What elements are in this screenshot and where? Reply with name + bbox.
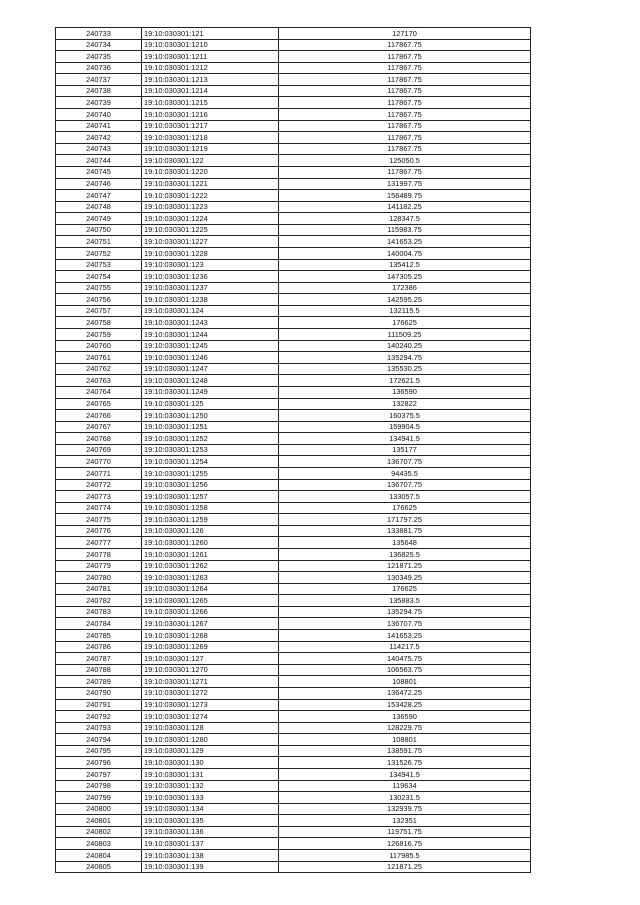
table-row — [56, 178, 531, 190]
table-row — [56, 664, 531, 676]
table-row — [56, 537, 531, 549]
table-row — [56, 340, 531, 352]
table-row — [56, 259, 531, 271]
table-row — [56, 410, 531, 422]
row-number-cell: 240769 — [56, 444, 142, 456]
row-number-cell: 240790 — [56, 687, 142, 699]
row-number-cell: 240739 — [56, 97, 142, 109]
table-row — [56, 282, 531, 294]
value-cell: 176625 — [279, 583, 531, 595]
cadastral-number-cell: 19:10:030301:1263 — [142, 572, 279, 584]
cadastral-number-cell: 19:10:030301:1249 — [142, 386, 279, 398]
table-row — [56, 687, 531, 699]
cadastral-number-cell: 19:10:030301:1228 — [142, 247, 279, 259]
cadastral-number-cell: 19:10:030301:1273 — [142, 699, 279, 711]
table-row — [56, 190, 531, 202]
table-row — [56, 120, 531, 132]
table-row — [56, 745, 531, 757]
row-number-cell: 240734 — [56, 39, 142, 51]
row-number-cell: 240779 — [56, 560, 142, 572]
value-cell: 117985.5 — [279, 850, 531, 862]
cadastral-number-cell: 19:10:030301:127 — [142, 653, 279, 665]
value-cell: 140475.75 — [279, 653, 531, 665]
value-cell: 117867.75 — [279, 109, 531, 121]
table-row — [56, 699, 531, 711]
table-row — [56, 85, 531, 97]
cadastral-number-cell: 19:10:030301:1271 — [142, 676, 279, 688]
table-row — [56, 838, 531, 850]
row-number-cell: 240787 — [56, 653, 142, 665]
cadastral-number-cell: 19:10:030301:1262 — [142, 560, 279, 572]
table-row — [56, 166, 531, 178]
cadastral-number-cell: 19:10:030301:1253 — [142, 444, 279, 456]
cadastral-number-cell: 19:10:030301:129 — [142, 745, 279, 757]
cadastral-number-cell: 19:10:030301:1210 — [142, 39, 279, 51]
value-cell: 114217.5 — [279, 641, 531, 653]
cadastral-number-cell: 19:10:030301:1213 — [142, 74, 279, 86]
cadastral-number-cell: 19:10:030301:1218 — [142, 132, 279, 144]
row-number-cell: 240789 — [56, 676, 142, 688]
table-row — [56, 653, 531, 665]
value-cell: 121871.25 — [279, 861, 531, 873]
table-row — [56, 352, 531, 364]
row-number-cell: 240800 — [56, 803, 142, 815]
table-row — [56, 560, 531, 572]
cadastral-number-cell: 19:10:030301:1236 — [142, 271, 279, 283]
cadastral-number-cell: 19:10:030301:1219 — [142, 143, 279, 155]
row-number-cell: 240755 — [56, 282, 142, 294]
value-cell: 128229.75 — [279, 722, 531, 734]
table-row — [56, 815, 531, 827]
cadastral-number-cell: 19:10:030301:1221 — [142, 178, 279, 190]
cadastral-number-cell: 19:10:030301:130 — [142, 757, 279, 769]
value-cell: 142595.25 — [279, 294, 531, 306]
row-number-cell: 240746 — [56, 178, 142, 190]
value-cell: 136707.75 — [279, 618, 531, 630]
row-number-cell: 240761 — [56, 352, 142, 364]
row-number-cell: 240765 — [56, 398, 142, 410]
cadastral-number-cell: 19:10:030301:1260 — [142, 537, 279, 549]
row-number-cell: 240781 — [56, 583, 142, 595]
cadastral-number-cell: 19:10:030301:1247 — [142, 363, 279, 375]
value-cell: 135294.75 — [279, 606, 531, 618]
value-cell: 117867.75 — [279, 51, 531, 63]
cadastral-number-cell: 19:10:030301:1268 — [142, 630, 279, 642]
row-number-cell: 240764 — [56, 386, 142, 398]
row-number-cell: 240805 — [56, 861, 142, 873]
table-row — [56, 247, 531, 259]
table-row — [56, 711, 531, 723]
row-number-cell: 240751 — [56, 236, 142, 248]
row-number-cell: 240788 — [56, 664, 142, 676]
row-number-cell: 240797 — [56, 769, 142, 781]
cadastral-number-cell: 19:10:030301:1214 — [142, 85, 279, 97]
value-cell: 130231.5 — [279, 792, 531, 804]
row-number-cell: 240733 — [56, 28, 142, 40]
value-cell: 136590 — [279, 711, 531, 723]
row-number-cell: 240753 — [56, 259, 142, 271]
table-row — [56, 132, 531, 144]
table-row — [56, 201, 531, 213]
table-row — [56, 224, 531, 236]
cadastral-number-cell: 19:10:030301:1256 — [142, 479, 279, 491]
table-row — [56, 803, 531, 815]
value-cell: 128347.5 — [279, 213, 531, 225]
row-number-cell: 240749 — [56, 213, 142, 225]
row-number-cell: 240742 — [56, 132, 142, 144]
cadastral-number-cell: 19:10:030301:132 — [142, 780, 279, 792]
row-number-cell: 240785 — [56, 630, 142, 642]
table-row — [56, 433, 531, 445]
table-row — [56, 329, 531, 341]
value-cell: 136825.5 — [279, 549, 531, 561]
cadastral-number-cell: 19:10:030301:1227 — [142, 236, 279, 248]
row-number-cell: 240759 — [56, 329, 142, 341]
row-number-cell: 240804 — [56, 850, 142, 862]
table-row — [56, 850, 531, 862]
cadastral-number-cell: 19:10:030301:135 — [142, 815, 279, 827]
table-row — [56, 363, 531, 375]
cadastral-number-cell: 19:10:030301:1274 — [142, 711, 279, 723]
table-row — [56, 375, 531, 387]
value-cell: 130349.25 — [279, 572, 531, 584]
cadastral-number-cell: 19:10:030301:1258 — [142, 502, 279, 514]
cadastral-number-cell: 19:10:030301:1266 — [142, 606, 279, 618]
table-row — [56, 769, 531, 781]
cadastral-number-cell: 19:10:030301:1251 — [142, 421, 279, 433]
cadastral-number-cell: 19:10:030301:1243 — [142, 317, 279, 329]
value-cell: 132351 — [279, 815, 531, 827]
row-number-cell: 240745 — [56, 166, 142, 178]
row-number-cell: 240793 — [56, 722, 142, 734]
cadastral-number-cell: 19:10:030301:121 — [142, 28, 279, 40]
value-cell: 121871.25 — [279, 560, 531, 572]
row-number-cell: 240744 — [56, 155, 142, 167]
table-row — [56, 525, 531, 537]
cadastral-number-cell: 19:10:030301:1246 — [142, 352, 279, 364]
row-number-cell: 240776 — [56, 525, 142, 537]
row-number-cell: 240760 — [56, 340, 142, 352]
value-cell: 136707.75 — [279, 456, 531, 468]
table-row — [56, 444, 531, 456]
row-number-cell: 240750 — [56, 224, 142, 236]
row-number-cell: 240737 — [56, 74, 142, 86]
row-number-cell: 240782 — [56, 595, 142, 607]
cadastral-value-table — [55, 27, 531, 873]
row-number-cell: 240777 — [56, 537, 142, 549]
table-row — [56, 155, 531, 167]
table-row — [56, 514, 531, 526]
table-row — [56, 583, 531, 595]
table-row — [56, 62, 531, 74]
value-cell: 132822 — [279, 398, 531, 410]
row-number-cell: 240770 — [56, 456, 142, 468]
table-row — [56, 595, 531, 607]
row-number-cell: 240791 — [56, 699, 142, 711]
value-cell: 172386 — [279, 282, 531, 294]
row-number-cell: 240757 — [56, 305, 142, 317]
table-row — [56, 317, 531, 329]
value-cell: 135177 — [279, 444, 531, 456]
cadastral-number-cell: 19:10:030301:1270 — [142, 664, 279, 676]
table-row — [56, 491, 531, 503]
table-row — [56, 618, 531, 630]
row-number-cell: 240736 — [56, 62, 142, 74]
value-cell: 140240.25 — [279, 340, 531, 352]
cadastral-number-cell: 19:10:030301:123 — [142, 259, 279, 271]
row-number-cell: 240748 — [56, 201, 142, 213]
cadastral-number-cell: 19:10:030301:138 — [142, 850, 279, 862]
cadastral-number-cell: 19:10:030301:1211 — [142, 51, 279, 63]
cadastral-number-cell: 19:10:030301:1269 — [142, 641, 279, 653]
value-cell: 132115.5 — [279, 305, 531, 317]
row-number-cell: 240774 — [56, 502, 142, 514]
value-cell: 108801 — [279, 676, 531, 688]
cadastral-number-cell: 19:10:030301:133 — [142, 792, 279, 804]
row-number-cell: 240735 — [56, 51, 142, 63]
cadastral-number-cell: 19:10:030301:1257 — [142, 491, 279, 503]
cadastral-number-cell: 19:10:030301:1250 — [142, 410, 279, 422]
row-number-cell: 240801 — [56, 815, 142, 827]
table-row — [56, 386, 531, 398]
row-number-cell: 240796 — [56, 757, 142, 769]
row-number-cell: 240743 — [56, 143, 142, 155]
cadastral-number-cell: 19:10:030301:1255 — [142, 467, 279, 479]
table-row — [56, 213, 531, 225]
cadastral-number-cell: 19:10:030301:1212 — [142, 62, 279, 74]
value-cell: 141653.25 — [279, 630, 531, 642]
value-cell: 135648 — [279, 537, 531, 549]
table-row — [56, 722, 531, 734]
row-number-cell: 240771 — [56, 467, 142, 479]
table-row — [56, 236, 531, 248]
row-number-cell: 240756 — [56, 294, 142, 306]
row-number-cell: 240766 — [56, 410, 142, 422]
value-cell: 135530.25 — [279, 363, 531, 375]
row-number-cell: 240794 — [56, 734, 142, 746]
cadastral-number-cell: 19:10:030301:1222 — [142, 190, 279, 202]
table-row — [56, 641, 531, 653]
table-row — [56, 271, 531, 283]
value-cell: 136472.25 — [279, 687, 531, 699]
table-row — [56, 398, 531, 410]
row-number-cell: 240798 — [56, 780, 142, 792]
cadastral-number-cell: 19:10:030301:1238 — [142, 294, 279, 306]
cadastral-number-cell: 19:10:030301:1280 — [142, 734, 279, 746]
row-number-cell: 240799 — [56, 792, 142, 804]
table-row — [56, 780, 531, 792]
value-cell: 117867.75 — [279, 85, 531, 97]
value-cell: 119634 — [279, 780, 531, 792]
value-cell: 131526.75 — [279, 757, 531, 769]
cadastral-number-cell: 19:10:030301:1252 — [142, 433, 279, 445]
value-cell: 126816.75 — [279, 838, 531, 850]
row-number-cell: 240784 — [56, 618, 142, 630]
row-number-cell: 240803 — [56, 838, 142, 850]
cadastral-number-cell: 19:10:030301:1217 — [142, 120, 279, 132]
cadastral-number-cell: 19:10:030301:1244 — [142, 329, 279, 341]
value-cell: 136590 — [279, 386, 531, 398]
value-cell: 117867.75 — [279, 120, 531, 132]
value-cell: 156489.75 — [279, 190, 531, 202]
row-number-cell: 240772 — [56, 479, 142, 491]
row-number-cell: 240740 — [56, 109, 142, 121]
table-row — [56, 826, 531, 838]
table-row — [56, 792, 531, 804]
row-number-cell: 240762 — [56, 363, 142, 375]
row-number-cell: 240747 — [56, 190, 142, 202]
value-cell: 135412.5 — [279, 259, 531, 271]
row-number-cell: 240758 — [56, 317, 142, 329]
cadastral-number-cell: 19:10:030301:1237 — [142, 282, 279, 294]
cadastral-number-cell: 19:10:030301:126 — [142, 525, 279, 537]
table-row — [56, 606, 531, 618]
value-cell: 138591.75 — [279, 745, 531, 757]
value-cell: 111509.25 — [279, 329, 531, 341]
row-number-cell: 240778 — [56, 549, 142, 561]
table-row — [56, 861, 531, 873]
cadastral-number-cell: 19:10:030301:139 — [142, 861, 279, 873]
table-row — [56, 456, 531, 468]
table-row — [56, 74, 531, 86]
row-number-cell: 240773 — [56, 491, 142, 503]
value-cell: 147305.25 — [279, 271, 531, 283]
table-body — [56, 28, 531, 873]
table-row — [56, 51, 531, 63]
row-number-cell: 240792 — [56, 711, 142, 723]
table-row — [56, 28, 531, 40]
value-cell: 117867.75 — [279, 62, 531, 74]
value-cell: 108801 — [279, 734, 531, 746]
row-number-cell: 240752 — [56, 247, 142, 259]
value-cell: 135883.5 — [279, 595, 531, 607]
table-row — [56, 549, 531, 561]
value-cell: 159904.5 — [279, 421, 531, 433]
row-number-cell: 240786 — [56, 641, 142, 653]
cadastral-number-cell: 19:10:030301:1259 — [142, 514, 279, 526]
value-cell: 119751.75 — [279, 826, 531, 838]
cadastral-number-cell: 19:10:030301:1254 — [142, 456, 279, 468]
table-row — [56, 143, 531, 155]
cadastral-number-cell: 19:10:030301:1248 — [142, 375, 279, 387]
value-cell: 132939.75 — [279, 803, 531, 815]
cadastral-number-cell: 19:10:030301:131 — [142, 769, 279, 781]
table-row — [56, 421, 531, 433]
value-cell: 133057.5 — [279, 491, 531, 503]
value-cell: 106563.75 — [279, 664, 531, 676]
cadastral-number-cell: 19:10:030301:1220 — [142, 166, 279, 178]
table-row — [56, 39, 531, 51]
value-cell: 117867.75 — [279, 166, 531, 178]
row-number-cell: 240754 — [56, 271, 142, 283]
cadastral-number-cell: 19:10:030301:1272 — [142, 687, 279, 699]
row-number-cell: 240802 — [56, 826, 142, 838]
value-cell: 134941.5 — [279, 769, 531, 781]
cadastral-number-cell: 19:10:030301:1265 — [142, 595, 279, 607]
cadastral-number-cell: 19:10:030301:1245 — [142, 340, 279, 352]
row-number-cell: 240741 — [56, 120, 142, 132]
value-cell: 141653.25 — [279, 236, 531, 248]
table-row — [56, 467, 531, 479]
table-row — [56, 305, 531, 317]
cadastral-number-cell: 19:10:030301:1215 — [142, 97, 279, 109]
cadastral-number-cell: 19:10:030301:122 — [142, 155, 279, 167]
row-number-cell: 240783 — [56, 606, 142, 618]
table-row — [56, 734, 531, 746]
cadastral-number-cell: 19:10:030301:1224 — [142, 213, 279, 225]
cadastral-number-cell: 19:10:030301:124 — [142, 305, 279, 317]
cadastral-number-cell: 19:10:030301:1216 — [142, 109, 279, 121]
table-row — [56, 294, 531, 306]
value-cell: 115983.75 — [279, 224, 531, 236]
table-row — [56, 109, 531, 121]
table-row — [56, 757, 531, 769]
value-cell: 117867.75 — [279, 39, 531, 51]
cadastral-number-cell: 19:10:030301:136 — [142, 826, 279, 838]
value-cell: 171797.25 — [279, 514, 531, 526]
table-row — [56, 572, 531, 584]
row-number-cell: 240738 — [56, 85, 142, 97]
table-row — [56, 479, 531, 491]
table-row — [56, 97, 531, 109]
value-cell: 140004.75 — [279, 247, 531, 259]
row-number-cell: 240795 — [56, 745, 142, 757]
value-cell: 135294.75 — [279, 352, 531, 364]
value-cell: 172621.5 — [279, 375, 531, 387]
row-number-cell: 240780 — [56, 572, 142, 584]
value-cell: 134941.5 — [279, 433, 531, 445]
value-cell: 133881.75 — [279, 525, 531, 537]
value-cell: 160375.5 — [279, 410, 531, 422]
table-row — [56, 630, 531, 642]
value-cell: 141182.25 — [279, 201, 531, 213]
value-cell: 125050.5 — [279, 155, 531, 167]
value-cell: 94435.5 — [279, 467, 531, 479]
value-cell: 117867.75 — [279, 132, 531, 144]
value-cell: 117867.75 — [279, 97, 531, 109]
cadastral-number-cell: 19:10:030301:1261 — [142, 549, 279, 561]
value-cell: 117867.75 — [279, 143, 531, 155]
row-number-cell: 240775 — [56, 514, 142, 526]
table-row — [56, 502, 531, 514]
cadastral-number-cell: 19:10:030301:125 — [142, 398, 279, 410]
value-cell: 131997.75 — [279, 178, 531, 190]
cadastral-number-cell: 19:10:030301:128 — [142, 722, 279, 734]
value-cell: 117867.75 — [279, 74, 531, 86]
cadastral-number-cell: 19:10:030301:1267 — [142, 618, 279, 630]
row-number-cell: 240763 — [56, 375, 142, 387]
cadastral-number-cell: 19:10:030301:134 — [142, 803, 279, 815]
value-cell: 176625 — [279, 502, 531, 514]
cadastral-number-cell: 19:10:030301:137 — [142, 838, 279, 850]
value-cell: 153428.25 — [279, 699, 531, 711]
cadastral-number-cell: 19:10:030301:1264 — [142, 583, 279, 595]
value-cell: 127170 — [279, 28, 531, 40]
row-number-cell: 240768 — [56, 433, 142, 445]
table-row — [56, 676, 531, 688]
value-cell: 176625 — [279, 317, 531, 329]
value-cell: 136707.75 — [279, 479, 531, 491]
row-number-cell: 240767 — [56, 421, 142, 433]
cadastral-number-cell: 19:10:030301:1223 — [142, 201, 279, 213]
cadastral-number-cell: 19:10:030301:1225 — [142, 224, 279, 236]
